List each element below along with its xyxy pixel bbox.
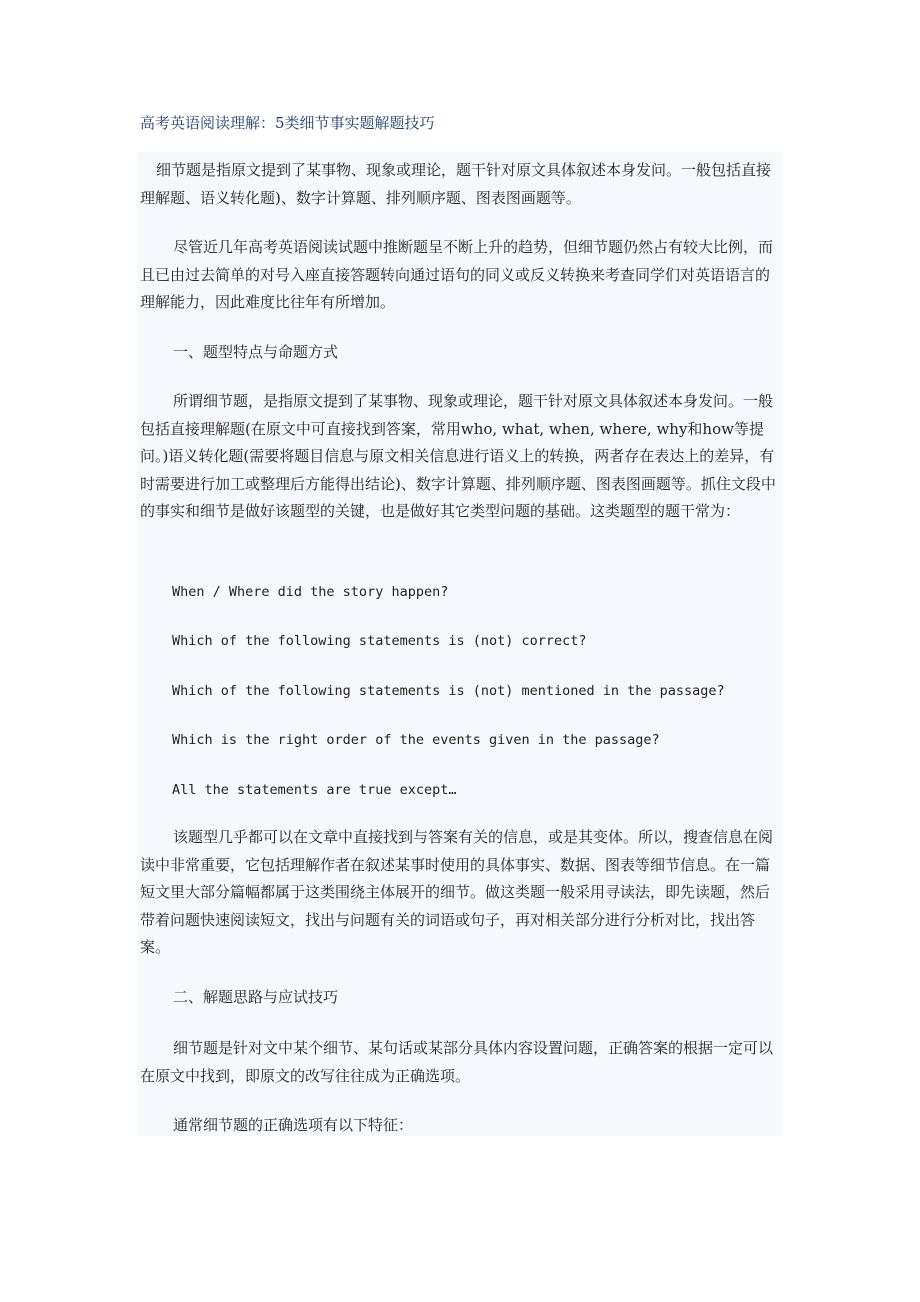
article-body	[137, 152, 783, 1136]
trend-paragraph: 尽管近几年高考英语阅读试题中推断题呈不断上升的趋势，但细节题仍然占有较大比例，而且已由过去简单的对号入座直接答题转向通过语句的同义或反义转换来考查同学们对英语语言的理解能力，因此难度比往年有所增加。	[140, 238, 774, 311]
question-stem: Which is the right order of the events given in the passage?	[172, 732, 660, 748]
question-stem: Which of the following statements is (not) mentioned in the passage?	[172, 683, 725, 699]
question-stem: Which of the following statements is (not) correct?	[172, 633, 587, 649]
question-stem: All the statements are true except…	[172, 782, 457, 798]
question-stem: When / Where did the story happen?	[172, 584, 449, 600]
search-info-paragraph: 该题型几乎都可以在文章中直接找到与答案有关的信息，或是其变体。所以，搜查信息在阅读中非常重要，它包括理解作者在叙述某事时使用的具体事实、数据、图表等细节信息。在一篇短文里大部分篇幅都属于这类围绕主体展开的细节。做这类题一般采用寻读法，即先读题，然后带着问题快速阅读短文，找出与问题有关的词语或句子，再对相关部分进行分析对比，找出答案。	[140, 828, 774, 956]
section1-paragraph: 所谓细节题，是指原文提到了某事物、现象或理论，题干针对原文具体叙述本身发问。一般包括直接理解题(在原文中可直接找到答案，常用who, what, when, where, why和how等提问。)语义转化题(需要将题目信息与原文相关信息进行语义上的转换，两者存在表达上的差异，有时需要进行加工或整理后方能得出结论)、数字计算题、排列顺序题、图表图画题等。抓住文段中的事实和细节是做好该题型的关键，也是做好其它类型问题的基础。这类题型的题干常为：	[140, 392, 776, 520]
section-heading-1: 一、题型特点与命题方式	[173, 343, 339, 361]
intro-paragraph: 细节题是指原文提到了某事物、现象或理论，题干针对原文具体叙述本身发问。一般包括直接理解题、语义转化题)、数字计算题、排列顺序题、图表图画题等。	[140, 161, 772, 207]
section2-paragraph: 细节题是针对文中某个细节、某句话或某部分具体内容设置问题，正确答案的根据一定可以在原文中找到，即原文的改写往往成为正确选项。	[140, 1039, 774, 1085]
features-intro-paragraph: 通常细节题的正确选项有以下特征：	[173, 1116, 414, 1134]
article-title: 高考英语阅读理解：5类细节事实题解题技巧	[140, 114, 435, 132]
section-heading-2: 二、解题思路与应试技巧	[173, 988, 339, 1006]
